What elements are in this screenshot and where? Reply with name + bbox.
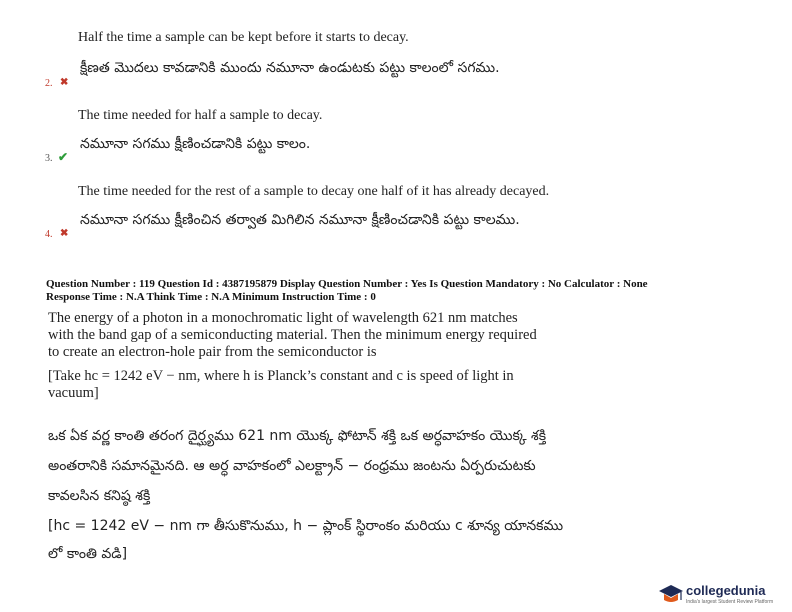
wrong-mark-icon: ✖ [60,228,69,239]
logo-tagline: India's largest Student Review Platform [686,599,774,605]
collegedunia-logo [658,583,788,609]
option-4-number: 4. [45,229,53,240]
logo-name: collegedunia [686,583,766,598]
option-4-english: The time needed for the rest of a sample to decay one half of it has already decayed. [78,184,550,199]
option-3-telugu: నమూనా సగము క్షీణించడానికి పట్టు కాలం. [80,136,311,152]
option-3-english: The time needed for half a sample to decay. [78,108,323,123]
question-te-line-2: అంతరానికి సమానమైనది. ఆ అర్ధ వాహకంలో ఎలక్ట్రాన్ − రంధ్రము జంటను ఏర్పరుచుటకు [48,458,536,474]
graduation-cap-icon [658,583,684,607]
question-te-line-1: ఒక ఏక వర్ణ కాంతి తరంగ దైర్ఘ్యము 621 nm యొక్క ఫోటాన్ శక్తి ఒక అర్ధవాహకం యొక్క శక్తి [48,428,547,444]
question-en-line-5: vacuum] [48,385,99,401]
option-2-number: 2. [45,78,53,89]
question-en-line-1: The energy of a photon in a monochromatic light of wavelength 621 nm matches [48,310,518,326]
question-en-line-3: to create an electron-hole pair from the semiconductor is [48,344,377,360]
option-4-telugu: నమూనా సగము క్షీణించిన తర్వాత మిగిలిన నమూనా క్షీణించడానికి పట్టు కాలము. [80,212,520,228]
question-meta-line-1: Question Number : 119 Question Id : 4387195879 Display Question Number : Yes Is Question Mandatory : No Calculator : None [46,278,648,290]
question-meta-line-2: Response Time : N.A Think Time : N.A Minimum Instruction Time : 0 [46,291,376,303]
question-te-line-4: [hc = 1242 eV − nm గా తీసుకొనుము, h − ప్లాంక్ స్థిరాంకం మరియు c శూన్య యానకము [48,518,564,534]
correct-mark-icon: ✔ [58,150,69,164]
option-2-telugu: క్షీణత మొదలు కావడానికి ముందు నమూనా ఉండుటకు పట్టు కాలంలో సగము. [80,60,500,76]
question-te-line-3: కావలసిన కనిష్ఠ శక్తి [48,488,151,504]
question-en-line-4: [Take hc = 1242 eV − nm, where h is Planck’s constant and c is speed of light in [48,368,514,384]
option-3-number: 3. [45,153,53,164]
question-te-line-5: లో కాంతి వడి] [48,546,128,562]
question-en-line-2: with the band gap of a semiconducting material. Then the minimum energy required [48,327,537,343]
wrong-mark-icon: ✖ [60,77,69,88]
option-2-english: Half the time a sample can be kept before it starts to decay. [78,30,409,45]
